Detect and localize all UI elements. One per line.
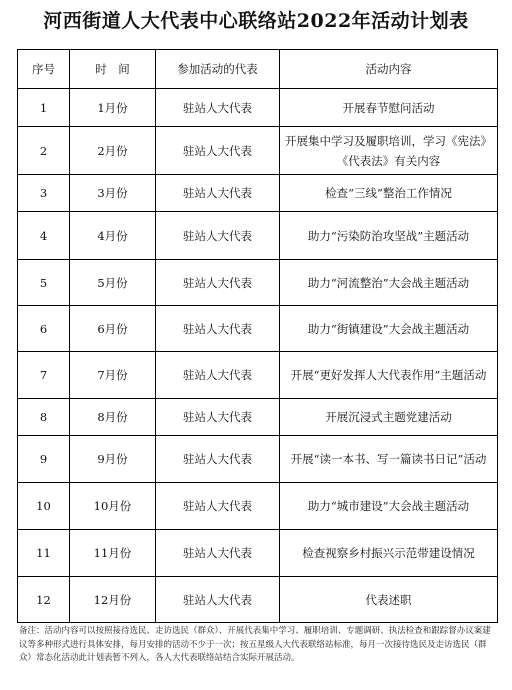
row-content: 检查“三线”整治工作情况: [280, 175, 498, 212]
table-row: [18, 260, 498, 306]
table-row: [18, 306, 498, 352]
page-title: 河西街道人大代表中心联络站2022年活动计划表: [43, 10, 469, 32]
table-row: [18, 483, 498, 530]
row-month: 6月份: [70, 306, 156, 352]
row-representatives: 驻站人大代表: [156, 127, 280, 175]
table-row: [18, 399, 498, 436]
table-row: [18, 436, 498, 483]
row-content: 开展集中学习及履职培训，学习《宪法》《代表法》有关内容: [280, 127, 498, 175]
row-content: 代表述职: [280, 577, 498, 623]
row-representatives: 驻站人大代表: [156, 530, 280, 577]
header-time: 时 间: [70, 50, 156, 89]
row-month: 8月份: [70, 399, 156, 436]
row-number: 6: [18, 306, 70, 352]
row-representatives: 驻站人大代表: [156, 483, 280, 530]
row-number: 2: [18, 127, 70, 175]
row-content: 助力“河流整治”大会战主题活动: [280, 260, 498, 306]
row-content: 开展“读一本书、写一篇读书日记”活动: [280, 436, 498, 483]
row-number: 7: [18, 352, 70, 399]
row-month: 11月份: [70, 530, 156, 577]
row-month: 4月份: [70, 212, 156, 260]
table-row: [18, 530, 498, 577]
row-month: 5月份: [70, 260, 156, 306]
activity-plan-table: [17, 49, 498, 623]
row-month: 1月份: [70, 89, 156, 127]
row-month: 3月份: [70, 175, 156, 212]
row-content: 助力“城市建设”大会战主题活动: [280, 483, 498, 530]
row-number: 11: [18, 530, 70, 577]
row-representatives: 驻站人大代表: [156, 306, 280, 352]
row-number: 8: [18, 399, 70, 436]
row-representatives: 驻站人大代表: [156, 352, 280, 399]
header-number: 序号: [18, 50, 70, 89]
footnote: 备注：活动内容可以按照接待选民、走访选民（群众）、开展代表集中学习、履职培训、专题调研、执法检查和跟踪督办议案建议等多种形式进行具体安排，每月安排的活动不少于一次；按五星级人大代表联络站标准，每月一次接待选民及走访选民（群众）常态化活动此计划表暂不列入，各人大代表联络站结合实际开展活动。: [19, 626, 491, 663]
header-content: 活动内容: [280, 50, 498, 89]
row-number: 10: [18, 483, 70, 530]
row-content: 开展“更好发挥人大代表作用”主题活动: [280, 352, 498, 399]
row-content: 助力“街镇建设”大会战主题活动: [280, 306, 498, 352]
row-month: 2月份: [70, 127, 156, 175]
row-number: 12: [18, 577, 70, 623]
row-content: 助力“污染防治攻坚战”主题活动: [280, 212, 498, 260]
table-header-row: [18, 50, 498, 89]
row-month: 12月份: [70, 577, 156, 623]
row-number: 4: [18, 212, 70, 260]
row-content: 检查视察乡村振兴示范带建设情况: [280, 530, 498, 577]
table-row: [18, 577, 498, 623]
row-month: 7月份: [70, 352, 156, 399]
row-content: 开展沉浸式主题党建活动: [280, 399, 498, 436]
row-number: 1: [18, 89, 70, 127]
row-representatives: 驻站人大代表: [156, 89, 280, 127]
row-representatives: 驻站人大代表: [156, 175, 280, 212]
row-representatives: 驻站人大代表: [156, 577, 280, 623]
table-row: [18, 212, 498, 260]
row-content: 开展春节慰问活动: [280, 89, 498, 127]
row-representatives: 驻站人大代表: [156, 260, 280, 306]
row-representatives: 驻站人大代表: [156, 399, 280, 436]
row-number: 3: [18, 175, 70, 212]
row-number: 5: [18, 260, 70, 306]
header-representatives: 参加活动的代表: [156, 50, 280, 89]
row-month: 10月份: [70, 483, 156, 530]
table-row: [18, 127, 498, 175]
row-representatives: 驻站人大代表: [156, 212, 280, 260]
row-representatives: 驻站人大代表: [156, 436, 280, 483]
row-month: 9月份: [70, 436, 156, 483]
table-row: [18, 352, 498, 399]
table-row: [18, 89, 498, 127]
table-row: [18, 175, 498, 212]
row-number: 9: [18, 436, 70, 483]
